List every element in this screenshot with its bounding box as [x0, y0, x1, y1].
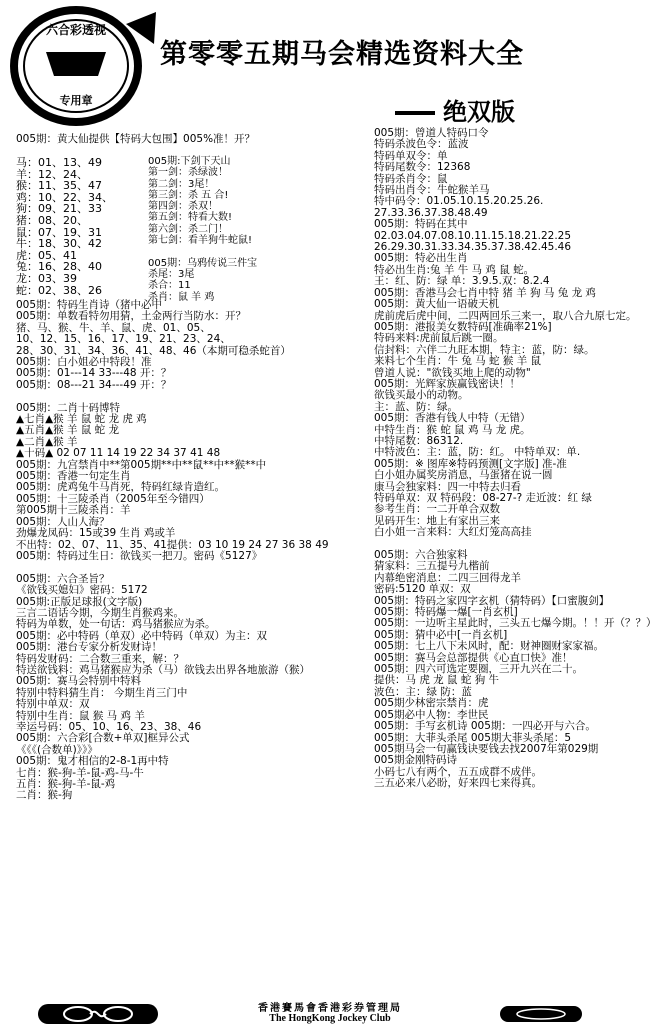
text-line: 特中码令：01.05.10.15.20.25.26. [374, 195, 544, 208]
text-line: 005期：大菲头杀尾 005期大菲头杀尾：5 [374, 731, 572, 744]
text-line: 三言二语话今期，今期生肖猴鸡来。 [16, 606, 184, 619]
text-line: 信封料：六伴二九旺本期，特主：蓝，防：绿。 [374, 343, 595, 356]
text-line: 005期：四六可选定要圈，三开九兴在二十。 [374, 663, 584, 676]
text-line: 第三剑：杀 五 合! [148, 189, 229, 201]
text-line: 005期：特码过生日：欲钱买一把刀。密码《5127》 [16, 549, 263, 562]
text-line: 005期：十三陵杀肖（2005年至今错四） [16, 492, 210, 505]
text-line: 005期金刚特码诗 [374, 754, 458, 767]
text-line: 七肖：猴-狗-羊-鼠-鸡-马-牛 [16, 766, 144, 779]
text-line: 三五必来八必盼，好来四七来得真。 [374, 777, 542, 790]
text-line: 猪、马、猴、牛、羊、鼠、虎、01、05、 [16, 321, 211, 334]
text-line: 狗：09、21、33 [16, 202, 102, 216]
text-line: 005期少林密宗禁肖：虎 [374, 697, 489, 710]
text-line: 康马会独家料：四一中特去归看 [374, 480, 521, 493]
text-line: 005期：光辉家族赢钱密诀！！ [374, 377, 521, 390]
text-line: 兔：16、28、40 [16, 260, 102, 274]
text-line: 中特生肖：猴 蛇 鼠 鸡 马 龙 虎。 [374, 423, 531, 436]
text-line: 005期：九宫禁肖中**第005期**中**鼠**中**猴**中 [16, 458, 267, 471]
text-line: 劲爆龙凤码：15或39 生肖 鸡或羊 [16, 527, 176, 540]
text-line: 005期：港报美女数特码[准确率21%] [374, 320, 552, 333]
text-line: 虎：05、41 [16, 248, 77, 262]
text-line: 密码:5120 单双：双 [374, 583, 471, 596]
footer-en: The HongKong Jockey Club [269, 1013, 391, 1024]
text-line: 特别中生肖：鼠 猴 马 鸡 羊 [16, 709, 145, 722]
text-line: 鼠：07、19、31 [16, 225, 102, 239]
text-line: 005期：六合彩[合数+单双]框异公式 [16, 732, 190, 745]
text-line: 马：01、13、49 [16, 156, 102, 169]
zodiac-number-list [16, 157, 146, 296]
text-line: 005期：特必出生肖 [374, 252, 468, 265]
text-line: 提供：马 虎 龙 鼠 蛇 狗 牛 [374, 674, 500, 687]
text-line: 曾道人说："欲钱买地上爬的动物" [374, 366, 531, 379]
text-line: 虎前虎后虎中间，二四两回乐三来一，取八合九原七定。 [374, 309, 637, 322]
text-line: 005期：单数看特勿用猜，土金两行当防水：开？ [16, 310, 247, 323]
text-line: 特码杀肖令：鼠 [374, 172, 448, 185]
text-line: 特码为单数，处一句话：鸡马猪猴应为杀。 [16, 618, 216, 631]
text-line: 特别中特料猜生肖： 今期生肖三门中 [16, 686, 188, 699]
svg-text:六合彩透视: 六合彩透视 [45, 23, 107, 37]
text-line: 第二剑：3尾！ [148, 178, 215, 190]
text-line: ▲七肖▲猴 羊 鼠 蛇 龙 虎 鸡 [16, 413, 147, 426]
left-lines [16, 300, 362, 1000]
text-line: 005期：六合圣旨？ [16, 572, 110, 585]
text-line: 幸运号码：05、10、16、23、38、46 [16, 721, 202, 733]
text-line: 特别中单双：双 [16, 698, 90, 711]
text-line: 005期：手写玄机诗 005期：一四必开与六合。 [374, 720, 596, 733]
text-line: 005期：香港一句定生肖 [16, 470, 131, 483]
text-line: 小码七八有两个，五五成群不成伴。 [374, 765, 542, 778]
lottery-logo [500, 1006, 582, 1022]
seal-stamp [6, 4, 156, 128]
text-line: 五肖：猴-狗-羊-鼠-鸡 [16, 778, 116, 791]
text-line: 特必出生肖:兔 羊 牛 马 鸡 鼠 蛇。 [374, 263, 535, 276]
text-line: 《《《(合数单)》》》 [16, 743, 98, 756]
text-line: 005期：赛马会总部提供《心直口快》准！ [374, 651, 573, 664]
text-line: 005期：二肖十码博特 [16, 401, 121, 414]
text-line: 特码发财码：二合数三重来，解：？ [16, 652, 184, 665]
text-line: 10、12、15、16、17、19、21、23、24、 [16, 333, 231, 346]
text-line: 005期：特码爆一爆[一肖玄机] [374, 606, 518, 619]
text-line: 005期：人山人海？ [16, 515, 110, 528]
text-line: 见码开生：地上有家出三来 [374, 514, 500, 527]
text-line: 005期：一边听主星此时，三头五七爆今期。！！开（？？） [374, 617, 657, 630]
text-line: 26.29.30.31.33.34.35.37.38.42.45.46 [374, 241, 572, 254]
text-line: 005期:下剑下天山 [148, 156, 231, 167]
text-line: 内幕绝密消息：二四三回得龙羊 [374, 571, 521, 584]
text-line: 猪：08、20、 [16, 213, 88, 227]
page-subtitle [395, 92, 515, 127]
text-line: 005期：白小姐必中特段！准 [16, 356, 152, 369]
text-line: 杀尾：3尾 [148, 268, 195, 280]
text-line: 005期必中人物：李世民 [374, 708, 489, 721]
text-line: 特码单双：双 特码段：08-27-? 走近波：红 绿 [374, 492, 592, 504]
text-line: 中特尾数：86312. [374, 434, 464, 447]
text-line: 005期马会一句赢钱诀要钱去找2007年第029期 [374, 742, 599, 755]
text-line: 005期：黄大仙一语破天机 [374, 298, 500, 311]
text-line: 005期:正版足球报(文字版) [16, 595, 143, 608]
title-dash [395, 111, 435, 115]
text-line: 005期：七上八下未风时，配：财神圈财家家福。 [374, 640, 605, 653]
footer [0, 1004, 609, 1024]
text-line: 005期：赛马会特别中特料 [16, 675, 142, 688]
text-line: 005期：01---14 33---48 开：？ [16, 367, 172, 380]
text-line [16, 562, 362, 573]
text-line: 猴：11、35、47 [16, 179, 102, 193]
text-line: 不出特：02、07、11、35、41提供：03 10 19 24 27 36 38 49 [16, 538, 329, 551]
text-line: 参考生肖：一二开单合双数 [374, 503, 500, 516]
text-line: 27.33.36.37.38.48.49 [374, 206, 488, 219]
right-column [374, 127, 657, 1000]
text-line: 龙：03、39 [16, 271, 77, 285]
text-line: 牛：18、30、42 [16, 237, 102, 251]
subtitle-text: 绝双版 [443, 98, 515, 126]
text-line: 005期：特码生肖诗（猪中必中 [16, 299, 163, 311]
text-line: 第六剑：杀二门！ [148, 223, 228, 235]
text-line: 005期：虎鸡兔牛马肖死，特码红绿肯造红。 [16, 481, 226, 494]
text-line: 羊：12、24、 [16, 167, 88, 181]
text-line: 中特波色：主：蓝，防：红。 中特单双：单. [374, 446, 581, 459]
svg-text:专用章: 专用章 [59, 94, 93, 107]
text-line: 005期：黄大仙提供【特码大包围】005%准！开？ [16, 133, 256, 145]
text-line: 特码出肖令：牛蛇猴羊马 [374, 184, 490, 197]
footer-text [190, 1004, 470, 1024]
text-line: 005期：必中特码（单双）必中特码（单双）为主：双 [16, 629, 268, 642]
text-line: 猜家料：三五提号九楷前 [374, 560, 490, 573]
text-line: 02.03.04.07.08.10.11.15.18.21.22.25 [374, 229, 572, 242]
footer-cn: 香港賽馬會香港彩券管理局 [258, 1003, 402, 1014]
page-title: 第零零五期马会精选资料大全 [160, 39, 524, 70]
text-line: 白小姐办属奖房消息，马蛋猪在说一圆 [374, 469, 553, 482]
text-line: 特码杀波色令：蓝波 [374, 138, 469, 151]
text-line: 005期：特码在其中 [374, 218, 468, 231]
text-line: 005期：香港有钱人中特（无错） [374, 412, 531, 425]
text-line: 杀肖：鼠 羊 鸡 [148, 291, 215, 303]
text-line: 28、30、31、34、36、41、48、46（本期可稳杀蛇首） [16, 344, 291, 357]
text-line [16, 391, 362, 402]
text-line: 005期：特码之家四字玄机（猜特码）【口蜜腹剑】 [374, 594, 610, 607]
text-line: 蛇：02、38、26 [16, 283, 102, 297]
text-line: 白小姐一言来料：大红灯笼高高挂 [374, 526, 532, 539]
text-line: 特码尾数令：12368 [374, 161, 471, 174]
text-line: 主：蓝、防：绿。 [374, 400, 458, 413]
text-line: ▲五肖▲猴 羊 鼠 蛇 龙 [16, 424, 120, 437]
text-line: ▲十码▲ 02 07 11 14 19 22 34 37 41 48 [16, 447, 221, 460]
text-line: ▲二肖▲猴 羊 [16, 435, 78, 448]
text-line: 005期：港台专家分析发财诗！ [16, 641, 163, 654]
text-line: 005期：曾道人特码口令 [374, 127, 489, 139]
text-line: 第七剑：看羊狗牛蛇鼠! [148, 235, 253, 247]
text-line: 二肖：猴-狗 [16, 789, 73, 802]
text-line: 005期：08---21 34---49 开：？ [16, 378, 172, 391]
text-line: 005期：香港马会七肖中特 猪 羊 狗 马 兔 龙 鸡 [374, 286, 596, 299]
text-line: 鸡：10、22、34、 [16, 190, 113, 204]
text-line: 来料七个生肖：牛 兔 马 蛇 猴 羊 鼠 [374, 355, 542, 368]
text-line: 005期：鬼才相信的2-8-1再中特 [16, 755, 169, 768]
text-line: 特送欲钱料：鸡马猪猴应为杀（马）欲钱去出界各地旅游（猴） [16, 663, 310, 676]
jockey-club-logo [38, 1004, 158, 1024]
text-line: 欲钱买最小的动物。 [374, 389, 469, 402]
text-line: 005期：乌鸦传说三件宝 [148, 257, 258, 269]
text-line: 第五剑：特看大数! [148, 212, 233, 224]
sword-list [148, 156, 338, 303]
text-line: 波色：主：绿 防：蓝 [374, 685, 472, 698]
text-line: 第005期十三陵杀肖：羊 [16, 504, 131, 517]
text-line: 杀合：11 [148, 280, 191, 292]
text-line: 王：红、防：绿 单：3.9.5.双：8.2.4 [374, 275, 550, 288]
text-line: 005期：六合独家料 [374, 549, 468, 562]
text-line: 《欲钱买媳妇》密码：5172 [16, 584, 148, 597]
text-line: 第一剑：杀绿波！ [148, 167, 228, 179]
text-line: 特码来料:虎前鼠后跳一圈。 [374, 332, 504, 345]
seal-icon [6, 4, 156, 128]
text-line: 特码单双令：单 [374, 149, 448, 162]
text-line: 005期：猜中必中[一肖玄机] [374, 628, 508, 641]
text-line: 第四剑：杀双！ [148, 201, 218, 213]
text-line: 005期：※ 图库※特码预测[文字版] 准-准 [374, 457, 567, 470]
text-line [148, 246, 338, 257]
